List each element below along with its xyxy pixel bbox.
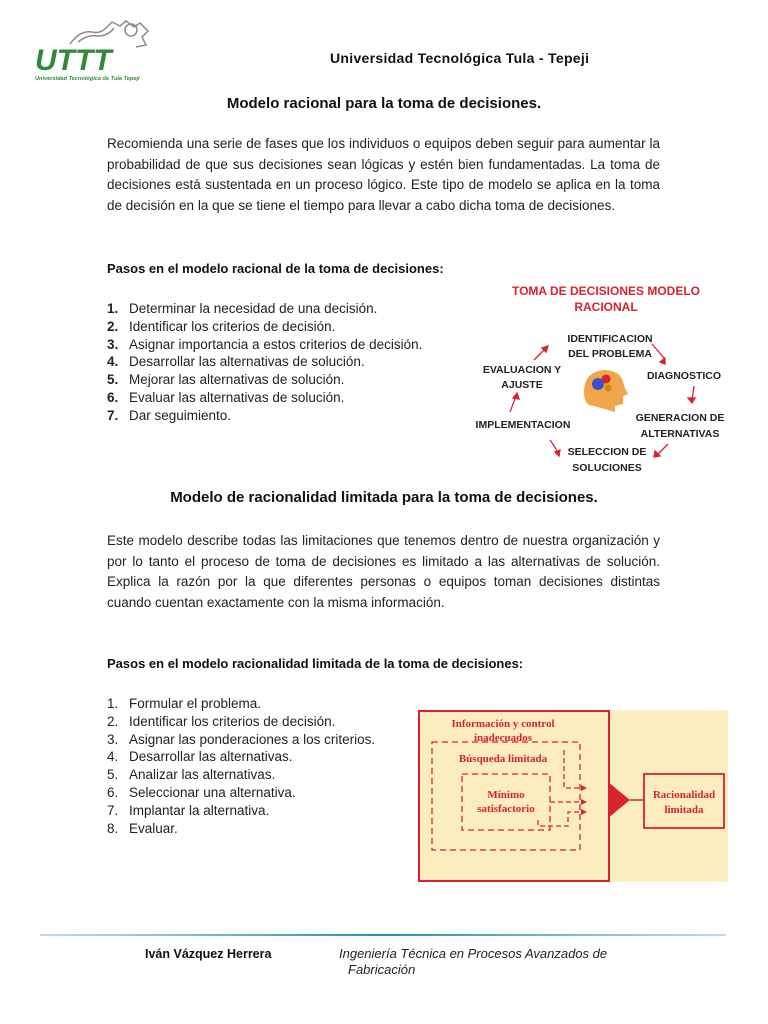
- list-item: 2. Identificar los criterios de decisión.: [107, 713, 336, 729]
- fig1-title-line2: RACIONAL: [574, 300, 638, 314]
- list-item: 1. Determinar la necesidad de una decisión.: [107, 301, 378, 316]
- fig1-node-diagnostico: DIAGNOSTICO: [646, 370, 722, 382]
- rational-model-diagram: [462, 278, 732, 478]
- logo-text: UTTT: [35, 44, 112, 77]
- footer-career: [339, 946, 639, 978]
- list-item: 7. Implantar la alternativa.: [107, 802, 270, 818]
- list-item: 2. Identificar los criterios de decisión.: [107, 318, 336, 334]
- list-item: 5. Mejorar las alternativas de solución.: [107, 372, 345, 388]
- section2-title: Modelo de racionalidad limitada para la toma de decisiones.: [170, 489, 598, 506]
- arrow-icon: [652, 344, 664, 358]
- fig2-outer-label-1: Información y control: [451, 718, 555, 730]
- list-item: 8. Evaluar.: [107, 820, 178, 836]
- fig1-node-evaluacion-2: AJUSTE: [501, 379, 543, 391]
- fig1-node-evaluacion-1: EVALUACION Y: [482, 364, 562, 376]
- section2-steps: [107, 695, 375, 837]
- arrow-head-icon: [688, 398, 695, 403]
- section1-subtitle: Pasos en el modelo racional de la toma de decisiones:: [107, 261, 444, 276]
- university-name: Universidad Tecnológica Tula - Tepeji: [330, 50, 590, 66]
- section1-steps: [107, 300, 422, 425]
- list-item: 6. Seleccionar una alternativa.: [107, 784, 296, 800]
- fig1-node-generacion-2: ALTERNATIVAS: [640, 428, 720, 440]
- fig2-inner-label-2: satisfactorio: [477, 803, 535, 815]
- list-item: 4. Desarrollar las alternativas de solución.: [107, 354, 365, 370]
- fig1-node-identificacion-2: DEL PROBLEMA: [568, 348, 652, 360]
- arrow-icon: [658, 444, 668, 454]
- footer-divider: [40, 934, 726, 936]
- list-item: 5. Analizar las alternativas.: [107, 767, 276, 783]
- list-item: 3. Asignar importancia a estos criterios de decisión.: [107, 336, 423, 352]
- arrow-head-icon: [555, 450, 560, 456]
- fig1-title-line1: TOMA DE DECISIONES MODELO: [511, 284, 701, 298]
- footer-career-line1: Ingeniería Técnica en Procesos Avanzados de: [339, 946, 608, 961]
- section2-subtitle: Pasos en el modelo racionalidad limitada de la toma de decisiones:: [107, 656, 524, 671]
- bounded-rationality-diagram: [418, 710, 728, 882]
- list-item: 4. Desarrollar las alternativas.: [107, 749, 293, 765]
- fig2-inner-label-1: Mínimo: [487, 789, 525, 801]
- fig1-node-seleccion-2: SOLUCIONES: [572, 462, 642, 474]
- footer-author: Iván Vázquez Herrera: [145, 947, 272, 961]
- footer-career-line2: Fabricación: [348, 962, 416, 977]
- arrow-head-icon: [660, 358, 665, 364]
- list-item: 3. Asignar las ponderaciones a los criterios.: [107, 731, 376, 747]
- section1-paragraph: Recomienda una serie de fases que los individuos o equipos deben seguir para aumentar la probabilidad de que sus decisiones sean lógicas y estén bien fundamentadas. La toma de decisiones está sustentada en un proceso lógico. Este tipo de modelo se aplica en la toma de decisión en la que se tiene el tiempo para llevar a cabo dicha toma de decisiones.: [107, 136, 660, 214]
- fig2-result-box: [644, 774, 724, 828]
- fig2-result-label-2: limitada: [664, 804, 704, 816]
- arrow-head-icon: [513, 393, 519, 399]
- fig2-outer-label-2: inadecuados: [473, 732, 533, 744]
- list-item: 1. Formular el problema.: [107, 696, 262, 711]
- university-logo: [30, 12, 165, 84]
- section1-title: Modelo racional para la toma de decisiones.: [226, 95, 542, 112]
- fig2-middle-label: Búsqueda limitada: [458, 753, 548, 765]
- section2-paragraph: Este modelo describe todas las limitaciones que tenemos dentro de nuestra organización y por lo tanto el proceso de toma de decisiones es limitado a las alternativas de solución. Explica la razón por la que diferentes personas o equipos toman decisiones distintas cuando cuentan exactamente con la misma información.: [107, 533, 660, 611]
- arrow-head-icon: [654, 451, 660, 457]
- logo-subtext: Universidad Tecnológica de Tula Tepeji: [35, 76, 140, 82]
- fig1-node-implementacion: IMPLEMENTACION: [475, 419, 571, 431]
- fig1-node-identificacion-1: IDENTIFICACION: [567, 333, 653, 345]
- fig1-node-generacion-1: GENERACION DE: [635, 412, 725, 424]
- head-gears-icon: [584, 370, 628, 412]
- fig1-node-seleccion-1: SELECCION DE: [567, 446, 647, 458]
- list-item: 6. Evaluar las alternativas de solución.: [107, 389, 345, 405]
- fig2-result-label-1: Racionalidad: [652, 789, 716, 801]
- list-item: 7. Dar seguimiento.: [107, 407, 232, 423]
